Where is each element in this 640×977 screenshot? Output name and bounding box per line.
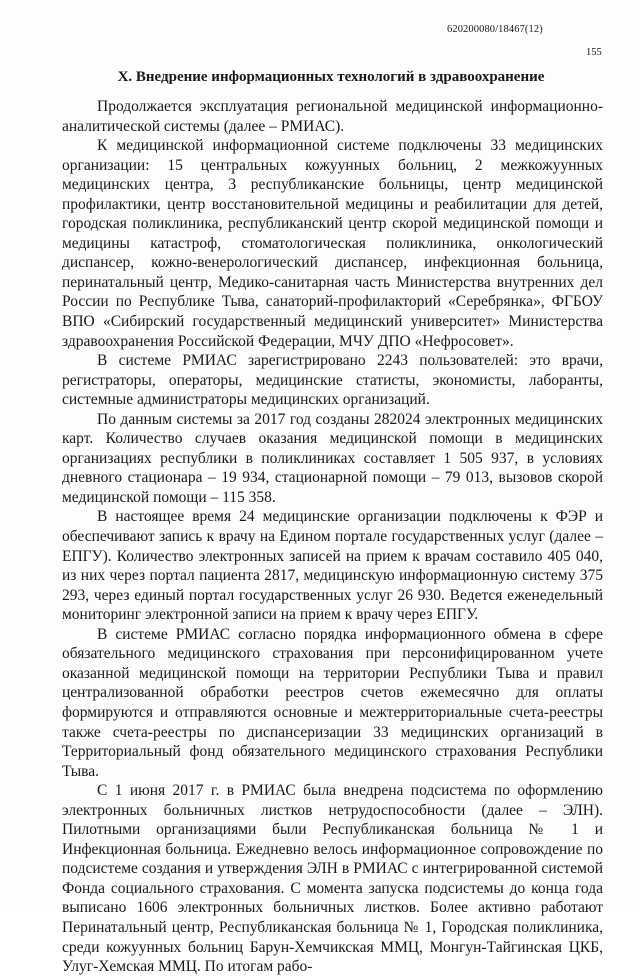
paragraph-online-appointments: В настоящее время 24 медицинские организации подключены к ФЭР и обеспечивают запись к врачу на Едином портале государственных услуг (далее – ЕПГУ). Количество электронных записей на прием к врачам составило 405 040, из них через портал пациента 2817, медицинскую информационную систему 375 293, через единый портал государственных услуг 26 930. Ведется еженедельный мониторинг электронной записи на прием к врачу через ЕПГУ. — [62, 508, 603, 624]
document-code: 620200080/18467(12) — [447, 24, 543, 35]
paragraph-rmias-operation: Продолжается эксплуатация региональной медицинской информационно-аналитической системы (далее – РМИАС). — [62, 98, 603, 135]
page-number: 155 — [586, 47, 602, 58]
paragraph-medical-records: По данным системы за 2017 год созданы 282024 электронных медицинских карт. Количество случаев оказания медицинской помощи в медицинских организациях республики в поликлиниках составляет 1 505 937, в условиях дневного стационара – 19 934, стационарной помощи – 79 013, вызовов скорой медицинской помощи – 115 358. — [62, 410, 603, 506]
paragraph-registered-users: В системе РМИАС зарегистрировано 2243 пользователей: это врачи, регистраторы, операторы, медицинские статисты, экономисты, лаборанты, системные администраторы медицинских организаций. — [62, 352, 603, 409]
paragraph-insurance-registers: В системе РМИАС согласно порядка информационного обмена в сфере обязательного медицинского страхования при персонифицированном учете оказанной медицинской помощи на территории Республики Тыва и правил централизованной обработки реестров счетов ежемесячно для оплаты формируются и отправляются основные и межтерриториальные счета-реестры также счета-реестры по диспансеризации 33 медицинских организаций в Территориальный фонд обязательного медицинского страхования Республики Тыва. — [62, 625, 603, 780]
section-heading: X. Внедрение информационных технологий в здравоохранение — [117, 69, 545, 85]
paragraph-connected-organizations: К медицинской информационной системе подключены 33 медицинских организации: 15 центральных кожуунных больниц, 2 межкожуунных медицинских центра, 3 республиканские больницы, центр медицинской профилактики, центр восстановительной медицины и реабилитации для детей, городская поликлиника, республиканский центр скорой медицинской помощи и медицины катастроф, стоматологическая поликлиника, онкологический диспансер, кожно-венерологический диспансер, инфекционная больница, перинатальный центр, Медико-санитарная часть Министерства внутренних дел России по Республике Тыва, санаторий-профилакторий «Серебрянка», ФГБОУ ВПО «Сибирский государственный медицинский университет» Министерства здравоохранения Российской Федерации, МЧУ ДПО «Нефросовет». — [62, 137, 603, 350]
paragraph-electronic-sick-leave: С 1 июня 2017 г. в РМИАС была внедрена подсистема по оформлению электронных больничных листков нетрудоспособности (далее – ЭЛН). Пилотными организациями были Республиканская больница № 1 и Инфекционная больница. Ежедневно велось информационное сопровождение по подсистеме создания и утверждения ЭЛН в РМИАС с интегрированной системой Фонда социального страхования. С момента запуска подсистемы до конца года выписано 1606 электронных больничных листков. Более активно работают Перинатальный центр, Республиканская больница № 1, Городская поликлиника, среди кожуунных больниц Барун-Хемчикская ММЦ, Монгун-Тайгинская ЦКБ, Улуг-Хемская ММЦ. По итогам рабо- — [62, 782, 603, 976]
body-text — [62, 97, 603, 977]
